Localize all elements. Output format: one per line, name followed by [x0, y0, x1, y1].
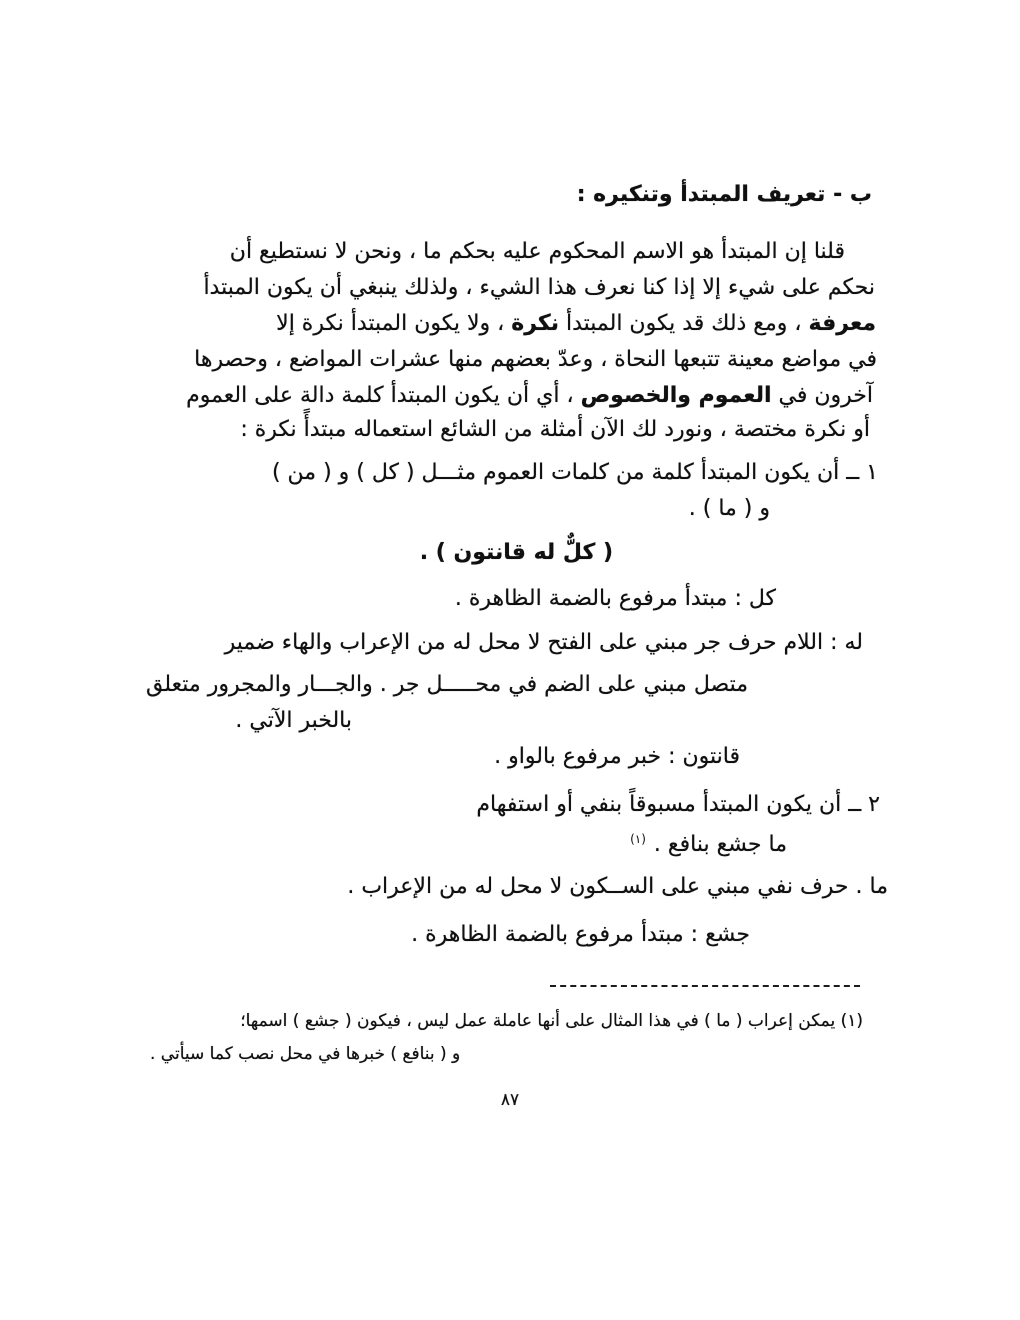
footnote-line1: (١) يمكن إعراب ( ما ) في هذا المثال على أنها عاملة عمل ليس ، فيكون ( جشع ) اسمها؛ [240, 1011, 863, 1031]
paragraph1-line3-end: ، ولا يكون المبتدأ نكرة إلا [276, 311, 512, 336]
parsing-ma: ما . حرف نفي مبني على الســكون لا محل له من الإعراب . [347, 874, 888, 899]
paragraph1-line4: في مواضع معينة تتبعها النحاة ، وعدّ بعضهم منها عشرات المواضع ، وحصرها [194, 347, 877, 372]
footnote-line2: و ( بنافع ) خبرها في محل نصب كما سيأتي . [150, 1044, 461, 1064]
paragraph1-line3-mid: ، ومع ذلك قد يكون المبتدأ [558, 311, 809, 336]
term-nakira: نكرة [511, 311, 559, 336]
parsing-lah-line1: له : اللام حرف جر مبني على الفتح لا محل له من الإعراب والهاء ضمير [224, 630, 863, 655]
item2-example [630, 830, 787, 860]
section-heading: ب - تعريف المبتدأ وتنكيره : [576, 182, 872, 207]
item2-example-text: ما جشع بنافع . [653, 832, 787, 857]
paragraph1-line6: أو نكرة مختصة ، ونورد لك الآن أمثلة من الشائع استعماله مبتدأً نكرة : [240, 417, 870, 442]
item2-line1: ٢ ــ أن يكون المبتدأ مسبوقاً بنفي أو استفهام [476, 792, 880, 817]
paragraph1-line5-start: آخرون في [771, 383, 873, 408]
footnote-divider [550, 985, 860, 987]
paragraph1-line3 [276, 309, 876, 339]
paragraph1-line5-end: ، أي أن يكون المبتدأ كلمة دالة على العموم [186, 383, 581, 408]
page-number: ٨٧ [500, 1090, 520, 1110]
term-maarifa: معرفة [808, 311, 876, 336]
paragraph1-line1: قلنا إن المبتدأ هو الاسم المحكوم عليه بحكم ما ، ونحن لا نستطيع أن [229, 239, 845, 264]
parsing-qanitun: قانتون : خبر مرفوع بالواو . [494, 744, 740, 769]
item1-line2: و ( ما ) . [688, 496, 770, 521]
parsing-jashac: جشع : مبتدأ مرفوع بالضمة الظاهرة . [411, 922, 750, 947]
term-umum-khusus: العموم والخصوص [580, 383, 772, 408]
paragraph1-line2: نحكم على شيء إلا إذا كنا نعرف هذا الشيء ، ولذلك ينبغي أن يكون المبتدأ [203, 275, 875, 300]
item1-line1: ١ ــ أن يكون المبتدأ كلمة من كلمات العموم مثـــل ( كل ) و ( من ) [271, 460, 878, 485]
parsing-lah-line2: متصل مبني على الضم في محـــــل جر . والجـــار والمجرور متعلق [146, 672, 748, 697]
paragraph1-line5 [186, 381, 873, 411]
footnote-marker: (١) [630, 831, 646, 846]
example1-verse: ( كلٌّ له قانتون ) . [419, 540, 613, 565]
parsing-lah-line3: بالخبر الآتي . [235, 708, 352, 733]
parsing-kul: كل : مبتدأ مرفوع بالضمة الظاهرة . [454, 586, 776, 611]
